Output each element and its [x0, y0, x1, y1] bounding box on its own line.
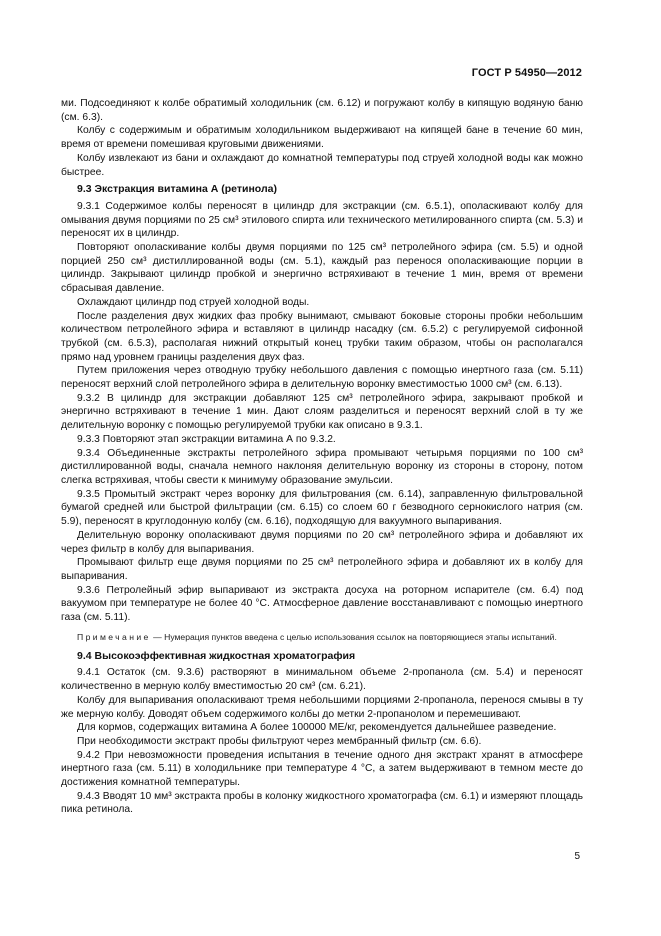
paragraph: Колбу для выпаривания ополаскивают тремя небольшими порциями 2-пропанола, перенося смывы в ту же мерную колбу. Доводят объем содержимого колбы до метки 2-пропанолом и перемешивают. — [61, 694, 583, 720]
paragraph: 9.4.2 При невозможности проведения испытания в течение одного дня экстракт хранят в атмосфере инертного газа (см. 5.11) в холодильнике при температуре 4 °С, а затем выдерживают в темном месте до достижения комнатной температуры. — [61, 749, 583, 789]
paragraph: 9.3.5 Промытый экстракт через воронку для фильтрования (см. 6.14), заправленную фильтровальной бумагой средней или быстрой фильтрации (см. 6.15) со слоем 60 г безводного сернокислого натрия (см. 5.9), переносят в круглодонную колбу (см. 6.16), подходящую для вакуумного выпаривания. — [61, 488, 583, 528]
paragraph: 9.3.3 Повторяют этап экстракции витамина А по 9.3.2. — [77, 433, 336, 445]
paragraph: Повторяют ополаскивание колбы двумя порциями по 125 см³ петролейного эфира (см. 5.5) и одной порцией 250 см³ дистиллированной воды (см. 5.1), каждый раз перенося ополаскивающие порции в цилиндр. Закрывают цилиндр пробкой и энергично встряхивают в течение 1 мин, время от времени сбрасывая давление. — [61, 242, 583, 295]
paragraph: Делительную воронку ополаскивают двумя порциями по 20 см³ петролейного эфира и добавляют их через фильтр в колбу для выпаривания. — [61, 529, 583, 555]
paragraph: ми. Подсоединяют к колбе обратимый холодильник (см. 6.12) и погружают колбу в кипящую водяную баню (см. 6.3). — [61, 98, 583, 123]
paragraph: 9.4.1 Остаток (см. 9.3.6) растворяют в минимальном объеме 2-пропанола (см. 5.4) и переносят количественно в мерную колбу вместимостью 20 см³ (см. 6.21). — [61, 667, 583, 693]
paragraph: При необходимости экстракт пробы фильтруют через мембранный фильтр (см. 6.6). — [77, 735, 482, 747]
paragraph: 9.3.1 Содержимое колбы переносят в цилиндр для экстракции (см. 6.5.1), ополаскивают колбу для омывания двумя порциями по 25 см³ этилового спирта или технического метилированного спирта (см. 5.3) и переносят их в цилиндр. — [61, 200, 583, 240]
note-label: Примечание — [77, 631, 151, 642]
standard-header: ГОСТ Р 54950—2012 — [471, 67, 582, 79]
page-content — [61, 97, 583, 817]
paragraph: 9.4.3 Вводят 10 мм³ экстракта пробы в колонку жидкостного хроматографа (см. 6.1) и измеряют площадь пика ретинола. — [61, 790, 583, 816]
paragraph: 9.3.2 В цилиндр для экстракции добавляют 125 см³ петролейного эфира, закрывают пробкой и энергично встряхивают в течение 1 мин. Дают слоям разделиться и переносят верхний слой в ту же делительную воронку с помощью регулируемой трубки как описано в 9.3.1. — [61, 392, 583, 432]
paragraph: Промывают фильтр еще двумя порциями по 25 см³ петролейного эфира и добавляют их в колбу для выпаривания. — [61, 557, 583, 582]
paragraph: 9.3.4 Объединенные экстракты петролейного эфира промывают четырьмя порциями по 100 см³ дистиллированной воды, сначала немного наклоняя делительную воронку из стороны в сторону, потом слегка встряхивая, чтобы свести к минимуму образование эмульсии. — [61, 447, 583, 486]
paragraph: 9.3.6 Петролейный эфир выпаривают из экстракта досуха на роторном испарителе (см. 6.4) под вакуумом при температуре не более 40 °С. Атмосферное давление восстанавливают с помощью инертного газа (см. 5.11). — [61, 584, 583, 624]
page-number: 5 — [574, 851, 580, 862]
section-heading-9-3: 9.3 Экстракция витамина А (ретинола) — [77, 183, 277, 196]
paragraph: Колбу извлекают из бани и охлаждают до комнатной температуры под струей холодной воды как можно быстрее. — [61, 152, 583, 178]
section-heading-9-4: 9.4 Высокоэффективная жидкостная хроматография — [77, 649, 356, 662]
paragraph: Колбу с содержимым и обратимым холодильником выдерживают на кипящей бане в течение 60 мин, время от времени помешивая круговыми движениями. — [61, 125, 583, 151]
note — [61, 631, 583, 643]
paragraph: Путем приложения через отводную трубку небольшого давления с помощью инертного газа (см. 5.11) переносят верхний слой петролейного эфира в делительную воронку вместимостью 1000 см³ (см. 6.13). — [61, 365, 583, 391]
paragraph: После разделения двух жидких фаз пробку вынимают, смывают боковые стороны пробки небольшим количеством петролейного эфира и вставляют в цилиндр насадку (см. 6.5.2) с регулируемой сифонной трубкой (см. 6.5.3), располагая нижний открытый конец трубки таким образом, чтобы он располагался прямо над уровнем границы разделения двух фаз. — [61, 310, 583, 363]
note-text: — Нумерация пунктов введена с целью использования ссылок на повторяющиеся этапы испытаний. — [150, 631, 557, 642]
paragraph: Охлаждают цилиндр под струей холодной воды. — [77, 296, 310, 308]
paragraph: Для кормов, содержащих витамина А более 100000 МЕ/кг, рекомендуется дальнейшее разведение. — [77, 722, 557, 734]
